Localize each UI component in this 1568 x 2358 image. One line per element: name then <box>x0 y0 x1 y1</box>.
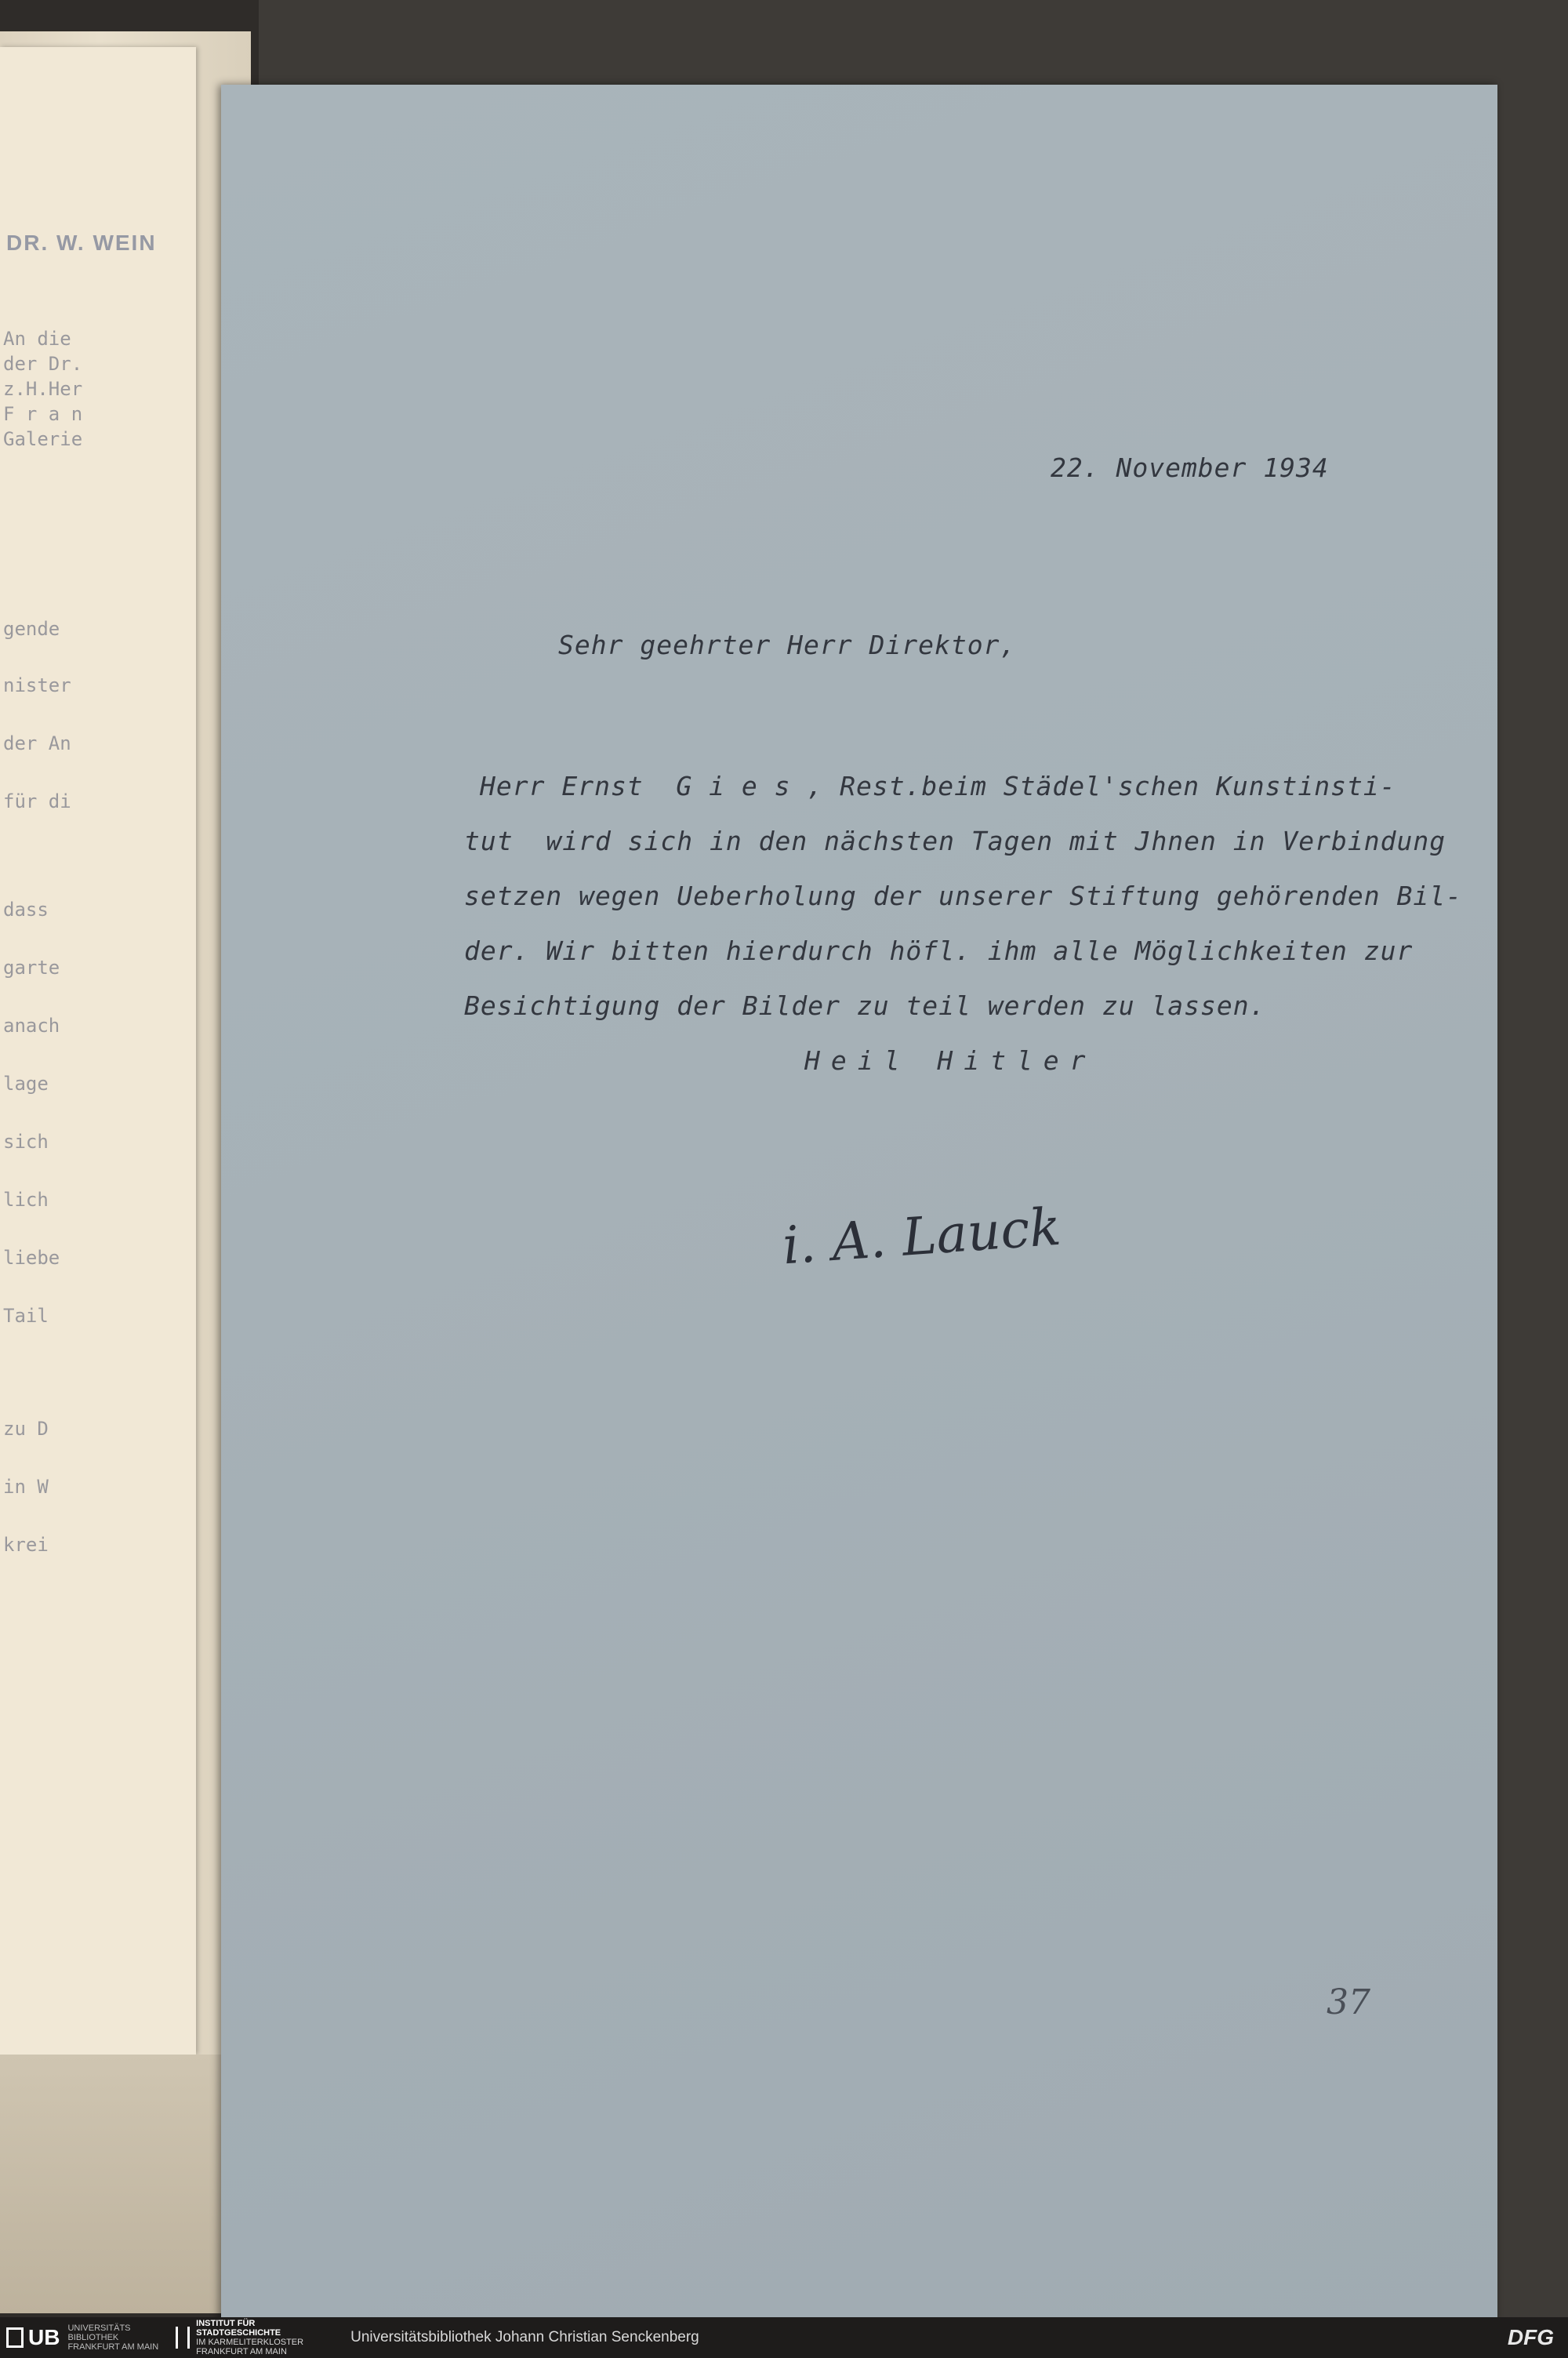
underlying-text-fragment: gende <box>3 618 60 640</box>
letter-body-line: tut wird sich in den nächsten Tagen mit Jhnen in Verbindung <box>464 826 1446 856</box>
underlying-text-fragment: anach <box>3 1015 60 1037</box>
dfg-logo: DFG <box>1507 2325 1554 2349</box>
underlying-text-fragment: liebe <box>3 1247 60 1269</box>
underlying-text-fragment: lich <box>3 1189 49 1211</box>
institute-line: IM KARMELITERKLOSTER <box>196 2338 304 2347</box>
underlying-text-fragment: für di <box>3 790 71 812</box>
underlying-text-fragment: der An <box>3 732 71 754</box>
letter-date: 22. November 1934 <box>1051 452 1329 483</box>
typed-letter-sheet <box>221 85 1497 2329</box>
folder-bottom-flap <box>0 2055 259 2313</box>
letter-body-line: Herr Ernst G i e s , Rest.beim Städel'schen Kunstinsti- <box>480 771 1396 801</box>
letter-salutation: Sehr geehrter Herr Direktor, <box>558 630 1017 660</box>
institute-logo <box>176 2319 303 2356</box>
letter-closing: Heil Hitler <box>804 1045 1097 1076</box>
letter-body-line: der. Wir bitten hierdurch höfl. ihm alle Möglichkeiten zur <box>464 936 1414 966</box>
library-name: Universitätsbibliothek Johann Christian Senckenberg <box>350 2329 699 2345</box>
letter-body-line: setzen wegen Ueberholung der unserer Stiftung gehörenden Bil- <box>464 881 1462 911</box>
underlying-text-fragment: in W <box>3 1476 49 1498</box>
underlying-text-fragment: F r a n <box>3 403 83 425</box>
ub-logo <box>6 2325 60 2350</box>
institute-line: FRANKFURT AM MAIN <box>196 2347 287 2357</box>
footer-bar <box>0 2317 1568 2358</box>
ub-mark-icon <box>6 2327 24 2348</box>
underlying-text-fragment: garte <box>3 957 60 979</box>
ub-subtitle <box>67 2323 158 2352</box>
underlying-text-fragment: An die <box>3 328 71 350</box>
institute-mark-icon <box>176 2327 190 2349</box>
underlying-letterhead: DR. W. WEIN <box>6 231 157 255</box>
underlying-text-fragment: z.H.Her <box>3 378 83 400</box>
folio-number: 37 <box>1327 1982 1370 2022</box>
underlying-text-fragment: nister <box>3 674 71 696</box>
underlying-letter-page <box>0 47 196 2055</box>
underlying-text-fragment: lage <box>3 1073 49 1095</box>
ub-subtitle-line: FRANKFURT AM MAIN <box>67 2342 159 2353</box>
institute-line: INSTITUT FÜR <box>196 2318 256 2328</box>
underlying-text-fragment: der Dr. <box>3 353 83 375</box>
handwritten-signature: i. A. Lauck <box>780 1196 1063 1277</box>
underlying-text-fragment: zu D <box>3 1418 49 1440</box>
underlying-text-fragment: sich <box>3 1131 49 1153</box>
institute-line: STADTGESCHICHTE <box>196 2327 281 2338</box>
underlying-text-fragment: dass <box>3 899 49 921</box>
underlying-text-fragment: Tail <box>3 1305 49 1327</box>
underlying-text-fragments <box>0 47 196 2055</box>
letter-body-line: Besichtigung der Bilder zu teil werden zu lassen. <box>464 990 1266 1021</box>
ub-subtitle-line: BIBLIOTHEK <box>67 2332 119 2342</box>
ub-subtitle-line: UNIVERSITÄTS <box>67 2323 131 2333</box>
ub-logo-text: UB <box>28 2325 60 2349</box>
underlying-text-fragment: Galerie <box>3 428 83 450</box>
underlying-text-fragment: krei <box>3 1534 49 1556</box>
institute-text <box>196 2319 303 2356</box>
